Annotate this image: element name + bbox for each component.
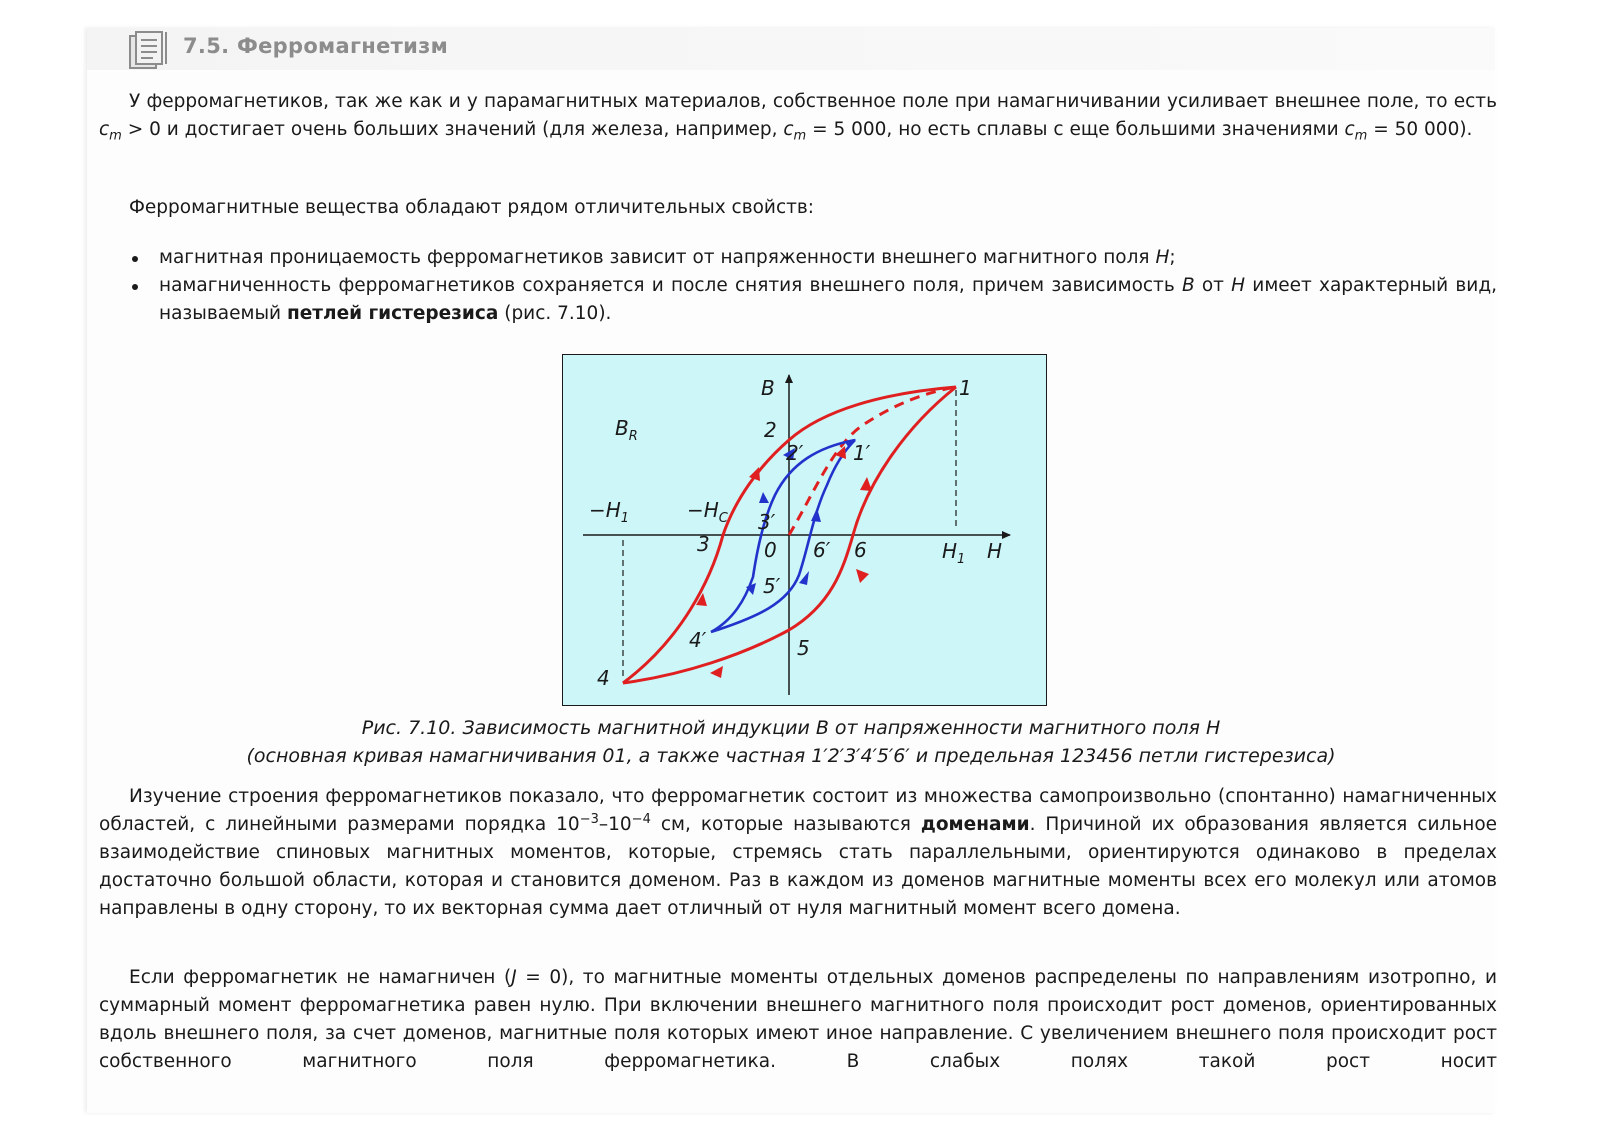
list-item: магнитная проницаемость ферромагнетиков зависит от напряженности внешнего магнитного поля H; <box>127 244 1497 272</box>
point-label: 2 <box>764 418 777 442</box>
h1-label: $H_1$ <box>942 539 966 567</box>
blue-arrow-head <box>811 508 821 522</box>
minus-h1-label: $-H_1$ <box>589 498 630 526</box>
point-label: 6′ <box>813 538 831 562</box>
minus-hc-label: $-H_C$ <box>687 498 728 526</box>
paragraph-domains: Изучение строения ферромагнетиков показало, что ферромагнетик состоит из множества самопроизвольно (спонтанно) намагниченных областей, с линейными размерами порядка $10^{-3}-10^{-4}$ см, которые называются доменами. Причиной их образования является сильное взаимодействие спиновых магнитных моментов, которые, стремясь стать параллельными, ориентируются одинаково в пределах достаточно большой области, которая и становится доменом. Раз в каждом из доменов магнитные моменты всех его молекул или атомов направлены в одну сторону, то их векторная сумма дает отличный от нуля магнитный момент всего домена. <box>99 786 1498 919</box>
blue-arrow-head <box>759 492 769 503</box>
red-arrow-head <box>749 467 760 481</box>
red-arrow-head <box>710 666 723 678</box>
document-page <box>87 28 1498 1113</box>
figure-caption-line-1: Рис. 7.10. Зависимость магнитной индукции B от напряженности магнитного поля H <box>361 717 1221 739</box>
document-icon <box>127 30 171 70</box>
list-item: намагниченность ферромагнетиков сохраняется и после снятия внешнего поля, причем зависимость B от H имеет характерный вид, называемый петлей гистерезиса (рис. 7.10). <box>127 272 1497 328</box>
figure-caption-line-2: (основная кривая намагничивания 01, а также частная 1′2′3′4′5′6′ и предельная 123456 петли гистерезиса) <box>246 745 1336 767</box>
br-label: $B_R$ <box>615 416 638 444</box>
axis-h-label: H <box>987 539 1003 563</box>
hysteresis-diagram <box>563 355 1046 705</box>
minor-loop-ascending <box>711 440 855 632</box>
section-title: 7.5. Ферромагнетизм <box>183 34 449 58</box>
red-arrow-head <box>856 569 869 583</box>
paragraph-magnetization: Если ферромагнетик не намагничен (J = 0), то магнитные моменты отдельных доменов распределены по направлениям изотропно, и суммарный момент ферромагнетика равен нулю. При включении внешнего магнитного поля происходит рост доменов, ориентированных вдоль внешнего поля, за счет доменов, магнитные поля которых имеют иное направление. С увеличением внешнего поля происходит рост собственного магнитного поля ферромагнетика. В слабых полях такой рост носит <box>99 967 1497 1072</box>
hysteresis-figure <box>562 354 1047 706</box>
point-label: 4 <box>597 666 610 690</box>
point-label: 3′ <box>758 510 776 534</box>
properties-list <box>127 244 1497 328</box>
point-label: 3 <box>697 532 710 556</box>
point-label: 1 <box>959 376 972 400</box>
axis-b-label: B <box>761 376 775 400</box>
point-label: 6 <box>854 538 867 562</box>
point-label: 0 <box>764 538 777 562</box>
point-label: 2′ <box>786 441 804 465</box>
domains-term: доменами <box>920 814 1030 835</box>
point-label: 5′ <box>763 574 781 598</box>
red-arrow-head <box>860 477 872 491</box>
point-label: 4′ <box>689 628 707 652</box>
section-header <box>87 28 1495 70</box>
point-label: 5 <box>797 636 810 660</box>
paragraph-intro: У ферромагнетиков, так же как и у парамагнитных материалов, собственное поле при намагничивании усиливает внешнее поле, то есть $c_m > 0$ и достигает очень больших значений (для железа, например, $c_m = 5$ 000, но есть сплавы с еще большими значениями $c_m = 50$ 000). <box>99 91 1497 144</box>
hysteresis-term: петлей гистерезиса <box>286 303 499 324</box>
paragraph-properties: Ферромагнитные вещества обладают рядом отличительных свойств: <box>129 197 815 218</box>
point-label: 1′ <box>853 441 871 465</box>
